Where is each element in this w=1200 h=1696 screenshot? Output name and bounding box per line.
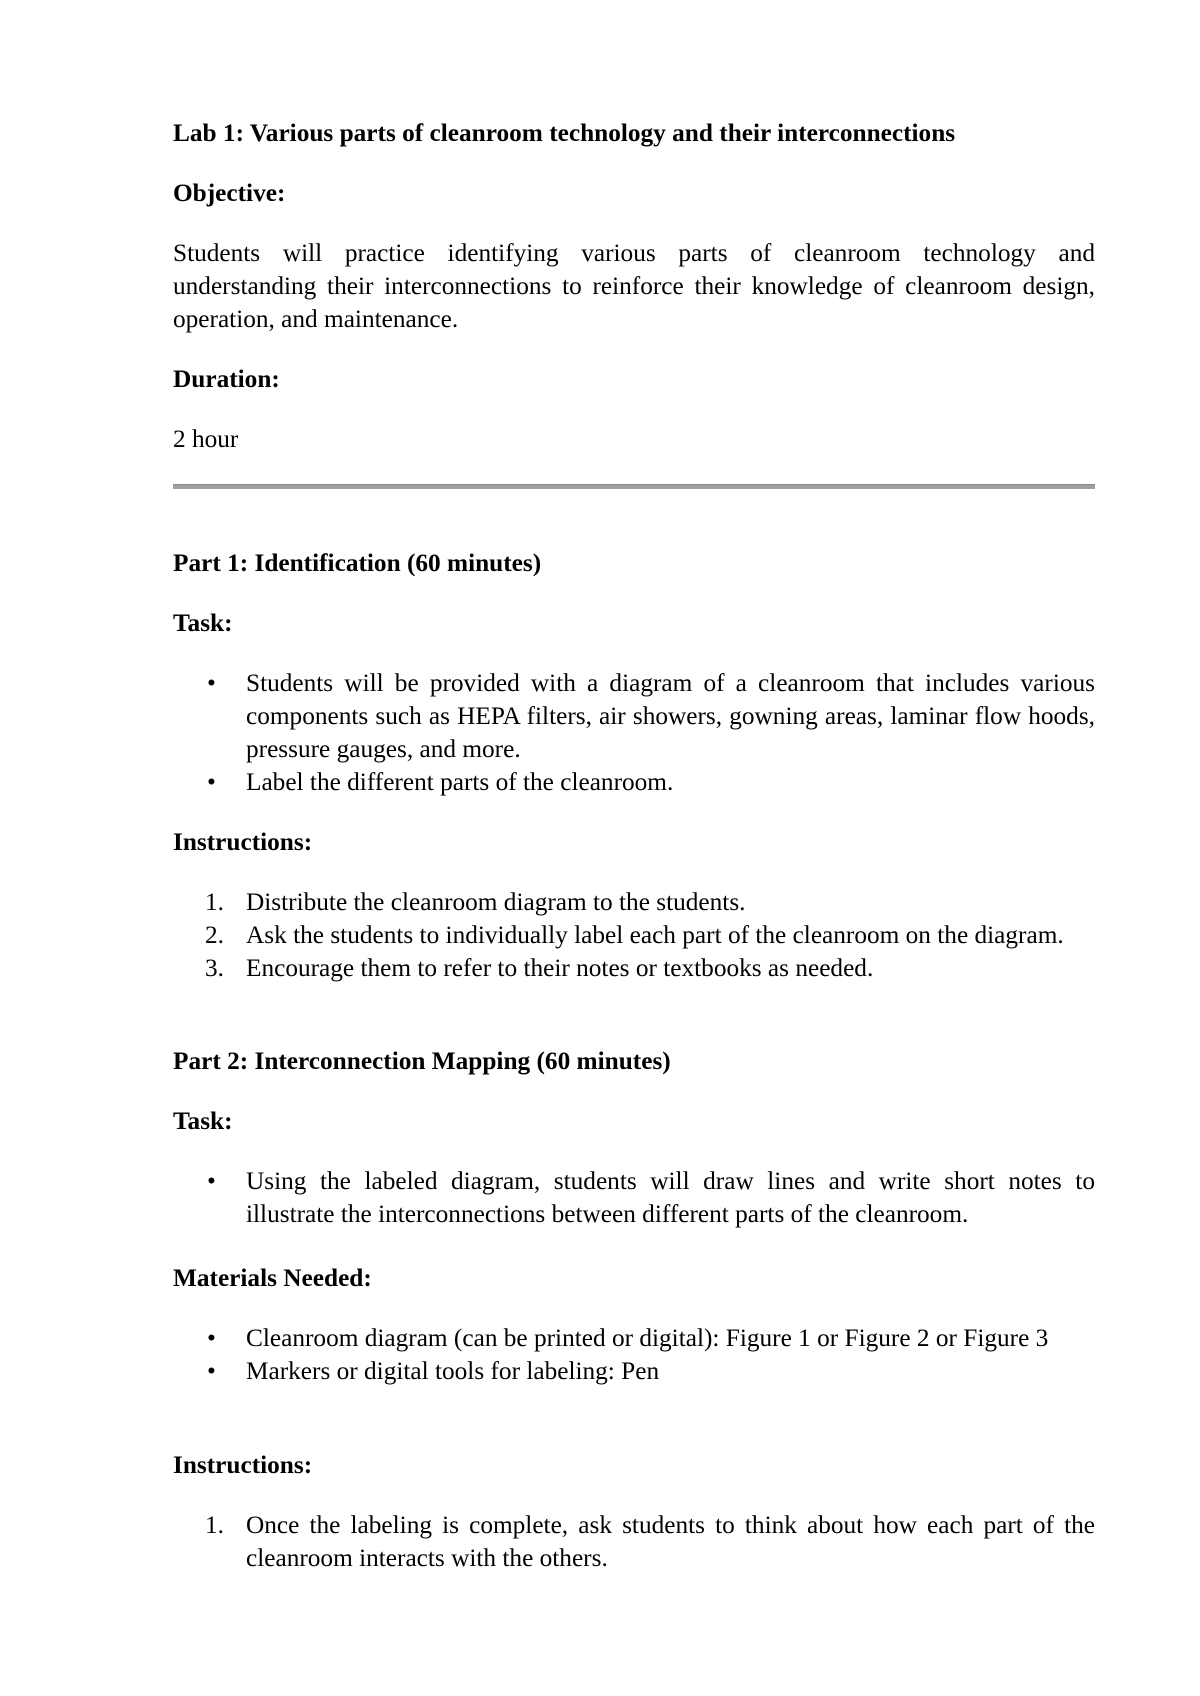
objective-heading: Objective: bbox=[173, 179, 286, 207]
part1-task-list bbox=[173, 667, 1095, 799]
bullet-icon: • bbox=[207, 768, 216, 796]
bullet-icon: • bbox=[207, 1324, 216, 1352]
list-number: 1. bbox=[205, 1511, 224, 1539]
list-item bbox=[173, 1509, 1095, 1575]
list-item bbox=[173, 766, 1095, 799]
part2-instructions-list bbox=[173, 1509, 1095, 1575]
part2-task-heading: Task: bbox=[173, 1107, 233, 1135]
list-number: 2. bbox=[205, 921, 224, 949]
duration-text: 2 hour bbox=[173, 425, 239, 453]
bullet-icon: • bbox=[207, 669, 216, 697]
list-item-text: Ask the students to individually label each part of the cleanroom on the diagram. bbox=[246, 921, 1064, 949]
list-item-text: Cleanroom diagram (can be printed or digital): Figure 1 or Figure 2 or Figure 3 bbox=[246, 1324, 1049, 1352]
part1-task-heading: Task: bbox=[173, 609, 233, 637]
part2-heading: Part 2: Interconnection Mapping (60 minutes) bbox=[173, 1047, 671, 1075]
materials-list bbox=[173, 1322, 1095, 1388]
bullet-icon: • bbox=[207, 1357, 216, 1385]
list-item bbox=[173, 952, 1095, 985]
part2-task-list bbox=[173, 1165, 1095, 1231]
horizontal-rule bbox=[173, 484, 1095, 489]
list-item-text: Using the labeled diagram, students will draw lines and write short notes to illustrate the interconnections between different parts of the cleanroom. bbox=[246, 1167, 1095, 1228]
part2-instructions-heading: Instructions: bbox=[173, 1451, 313, 1479]
list-item-text: Encourage them to refer to their notes or textbooks as needed. bbox=[246, 954, 874, 982]
list-item bbox=[173, 667, 1095, 766]
duration-heading: Duration: bbox=[173, 365, 280, 393]
list-item-text: Label the different parts of the cleanroom. bbox=[246, 768, 674, 796]
lab-title: Lab 1: Various parts of cleanroom technology and their interconnections bbox=[173, 119, 956, 147]
list-number: 3. bbox=[205, 954, 224, 982]
bullet-icon: • bbox=[207, 1167, 216, 1195]
list-item-text: Students will be provided with a diagram of a cleanroom that includes various components such as HEPA filters, air showers, gowning areas, laminar flow hoods, pressure gauges, and more. bbox=[246, 669, 1095, 763]
list-number: 1. bbox=[205, 888, 224, 916]
list-item bbox=[173, 919, 1095, 952]
list-item bbox=[173, 1355, 1095, 1388]
objective-text: Students will practice identifying various parts of cleanroom technology and understanding their interconnections to reinforce their knowledge of cleanroom design, operation, and maintenance. bbox=[173, 239, 1095, 333]
part1-instructions-list bbox=[173, 886, 1095, 985]
list-item bbox=[173, 1165, 1095, 1231]
list-item bbox=[173, 1322, 1095, 1355]
list-item bbox=[173, 886, 1095, 919]
part1-instructions-heading: Instructions: bbox=[173, 828, 313, 856]
list-item-text: Markers or digital tools for labeling: Pen bbox=[246, 1357, 660, 1385]
list-item-text: Distribute the cleanroom diagram to the students. bbox=[246, 888, 746, 916]
materials-heading: Materials Needed: bbox=[173, 1264, 372, 1292]
list-item-text: Once the labeling is complete, ask students to think about how each part of the cleanroom interacts with the others. bbox=[246, 1511, 1095, 1572]
part1-heading: Part 1: Identification (60 minutes) bbox=[173, 549, 542, 577]
